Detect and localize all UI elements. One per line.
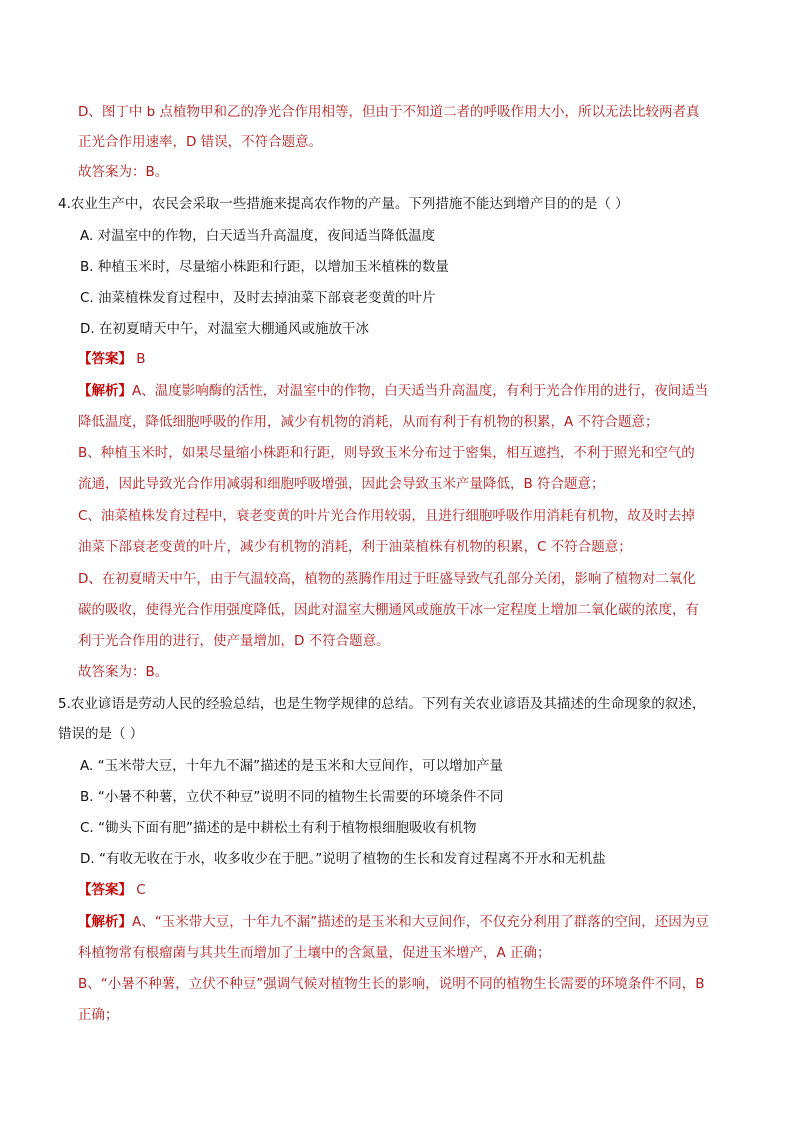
line-text: C. “锄头下面有肥”描述的是中耕松土有利于植物根细胞吸收有机物 [80, 820, 477, 836]
explanation-line [78, 944, 734, 962]
option-line [80, 757, 734, 775]
explanation-line [78, 601, 734, 619]
line-text: D、在初夏晴天中午，由于气温较高，植物的蒸腾作用过于旺盛导致气孔部分关闭，影响了植物对二氧化 [78, 571, 696, 587]
option-line [80, 788, 734, 806]
line-text: D. 在初夏晴天中午，对温室大棚通风或施放干冰 [80, 321, 369, 337]
analysis-label: 【解析】 [78, 914, 132, 930]
line-text: A、“玉米带大豆，十年九不漏”描述的是玉米和大豆间作，不仅充分利用了群落的空间，还因为豆 [132, 914, 709, 930]
option-line [80, 227, 734, 245]
line-text: 正确； [78, 1007, 119, 1023]
line-text: 降低温度，降低细胞呼吸的作用，减少有机物的消耗，从而有利于有机物的积累，A 不符合题意； [78, 414, 659, 430]
question-line [58, 695, 734, 713]
explanation-line [78, 663, 734, 681]
explanation-line [78, 507, 734, 525]
explanation-line [78, 413, 734, 431]
answer-line [78, 881, 734, 899]
explanation-line [78, 632, 734, 650]
analysis-line [78, 913, 734, 931]
line-text: 故答案为：B。 [78, 164, 169, 180]
line-text: 科植物常有根瘤菌与其共生而增加了土壤中的含氮量，促进玉米增产，A 正确； [78, 945, 551, 961]
line-text: A. 对温室中的作物，白天适当升高温度，夜间适当降低温度 [80, 228, 436, 244]
option-line [80, 258, 734, 276]
question-line [58, 725, 734, 743]
explanation-line [78, 975, 734, 993]
line-text: B. “小暑不种薯，立伏不种豆”说明不同的植物生长需要的环境条件不同 [80, 789, 504, 805]
line-text: 碳的吸收，使得光合作用强度降低，因此对温室大棚通风或施放干冰一定程度上增加二氧化碳的浓度，有 [78, 602, 699, 618]
line-text: C、油菜植株发育过程中，衰老变黄的叶片光合作用较弱，且进行细胞呼吸作用消耗有机物，故及时去掉 [78, 508, 695, 524]
explanation-line [78, 133, 734, 151]
explanation-line [78, 103, 734, 121]
line-text: 流通，因此导致光合作用减弱和细胞呼吸增强，因此会导致玉米产量降低，B 符合题意； [78, 476, 605, 492]
line-text: C [136, 882, 146, 898]
explanation-line [78, 475, 734, 493]
line-text: B、“小暑不种薯，立伏不种豆”强调气候对植物生长的影响，说明不同的植物生长需要的环境条件不同，B [78, 976, 705, 992]
answer-label: 【答案】 [78, 351, 132, 367]
explanation-line [78, 163, 734, 181]
analysis-line [78, 382, 734, 400]
line-text: B [136, 351, 146, 367]
option-line [80, 850, 734, 868]
option-line [80, 320, 734, 338]
line-text: 利于光合作用的进行，使产量增加，D 不符合题意。 [78, 633, 390, 649]
answer-label: 【答案】 [78, 882, 132, 898]
line-text: A、温度影响酶的活性，对温室中的作物，白天适当升高温度，有利于光合作用的进行，夜间适当 [132, 383, 709, 399]
line-text: 故答案为：B。 [78, 664, 169, 680]
line-text: A. “玉米带大豆，十年九不漏”描述的是玉米和大豆间作，可以增加产量 [80, 758, 504, 774]
explanation-line [78, 570, 734, 588]
analysis-label: 【解析】 [78, 383, 132, 399]
line-text: B. 种植玉米时，尽量缩小株距和行距，以增加玉米植株的数量 [80, 259, 449, 275]
explanation-line [78, 444, 734, 462]
line-text: 正光合作用速率，D 错误，不符合题意。 [78, 134, 323, 150]
explanation-line [78, 538, 734, 556]
line-text: D. “有收无收在于水，收多收少在于肥。”说明了植物的生长和发育过程离不开水和无机盐 [80, 851, 606, 867]
explanation-line [78, 1006, 734, 1024]
option-line [80, 289, 734, 307]
answer-line [78, 350, 734, 368]
line-text: 油菜下部衰老变黄的叶片，减少有机物的消耗，利于油菜植株有机物的积累，C 不符合题意； [78, 539, 632, 555]
line-text: B、种植玉米时，如果尽量缩小株距和行距，则导致玉米分布过于密集，相互遮挡，不利于照光和空气的 [78, 445, 695, 461]
question-line [58, 195, 734, 213]
option-line [80, 819, 734, 837]
line-text: C. 油菜植株发育过程中，及时去掉油菜下部衰老变黄的叶片 [80, 290, 436, 306]
line-text: 5.农业谚语是劳动人民的经验总结，也是生物学规律的总结。下列有关农业谚语及其描述的生命现象的叙述， [58, 696, 706, 712]
line-text: D、图丁中 b 点植物甲和乙的净光合作用相等，但由于不知道二者的呼吸作用大小，所以无法比较两者真 [78, 104, 700, 120]
line-text: 错误的是（ ） [58, 726, 144, 742]
line-text: 4.农业生产中，农民会采取一些措施来提高农作物的产量。下列措施不能达到增产目的的是（ ） [58, 196, 629, 212]
